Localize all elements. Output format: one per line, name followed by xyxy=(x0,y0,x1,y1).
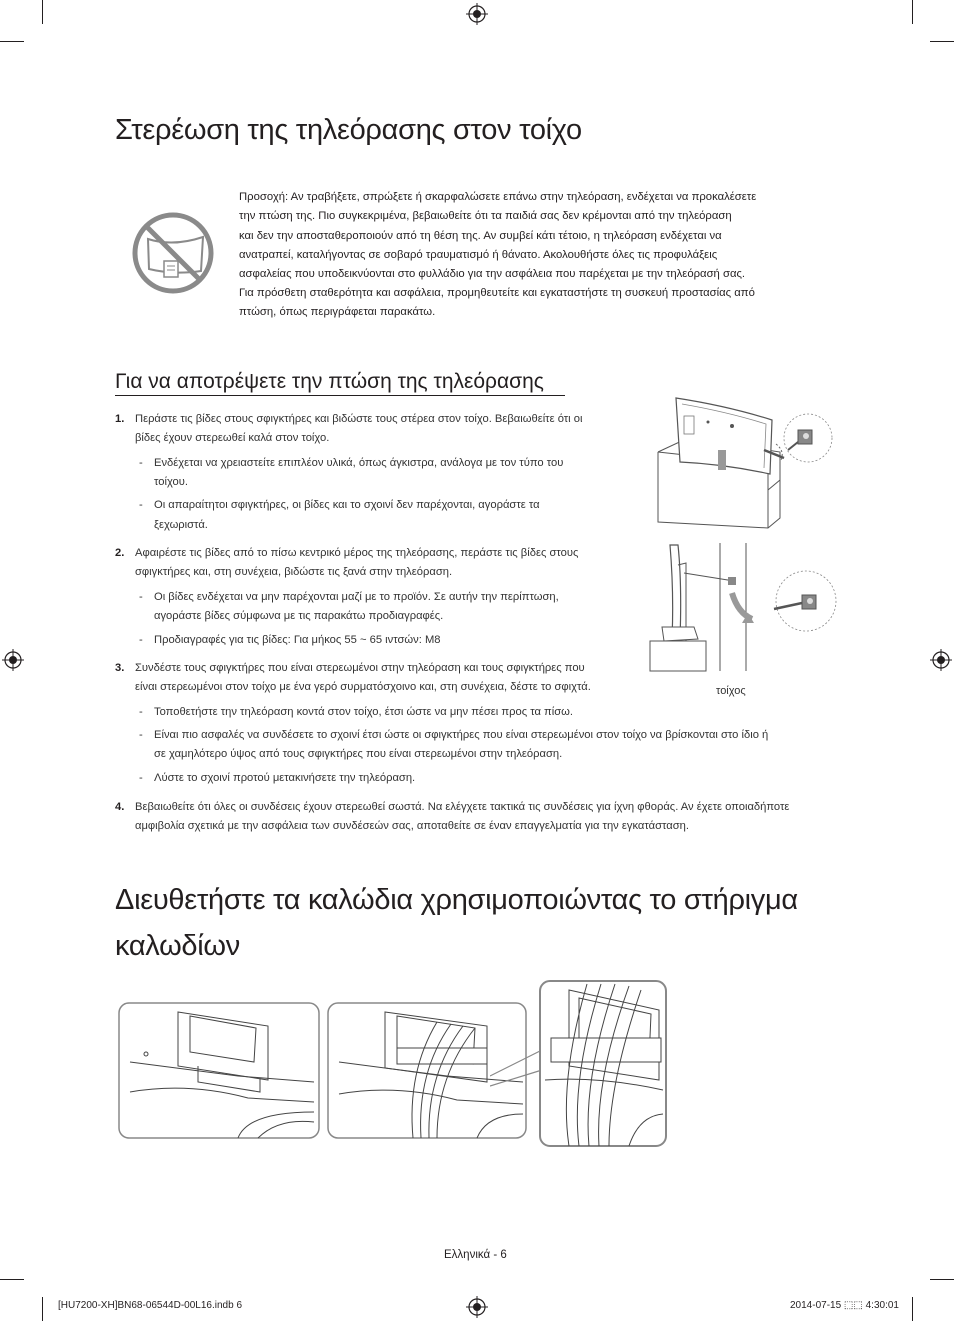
step-number: 4. xyxy=(115,801,125,813)
bullet-text: Λύστε το σχοινί προτού μετακινήσετε την τηλεόραση. xyxy=(154,772,416,784)
cable-holder-illustration-1 xyxy=(118,1002,320,1140)
cable-holder-detail-zoom xyxy=(539,980,667,1148)
step-text: Περάστε τις βίδες στους σφιγκτήρες και βιδώστε τους στέρεα στον τοίχο. Βεβαιωθείτε ότι οι xyxy=(135,413,583,425)
crop-mark xyxy=(912,1297,913,1321)
bullet-text: Οι απαραίτητοι σφιγκτήρες, οι βίδες και το σχοινί δεν παρέχονται, αγοράστε τα xyxy=(154,499,540,511)
step-text: Συνδέστε τους σφιγκτήρες που είναι στερεωμένοι στην τηλεόραση και τους σφιγκτήρες που xyxy=(135,662,585,674)
crop-mark xyxy=(0,41,24,42)
registration-mark-icon xyxy=(466,3,488,25)
page-number: Ελληνικά - 6 xyxy=(444,1249,507,1261)
bullet-dash: - xyxy=(139,772,143,784)
wall-caption: τοίχος xyxy=(716,685,746,697)
warning-line: ανατραπεί, καταλήγοντας σε σοβαρό τραυματισμό ή θάνατο. Ακολουθήστε όλες τις προφυλάξεις xyxy=(239,249,718,261)
step-number: 3. xyxy=(115,662,125,674)
bullet-dash: - xyxy=(139,591,143,603)
bullet-text: Οι βίδες ενδέχεται να μην παρέχονται μαζί με το προϊόν. Σε αυτήν την περίπτωση, xyxy=(154,591,559,603)
section-title: Διευθετήστε τα καλώδια χρησιμοποιώντας το στήριγμα xyxy=(115,884,798,916)
warning-line: Για πρόσθετη σταθερότητα και ασφάλεια, προμηθευτείτε και εγκαταστήστε τη συσκευή προστασίας από xyxy=(239,287,755,299)
registration-mark-icon xyxy=(930,649,952,671)
bullet-dash: - xyxy=(139,457,143,469)
warning-line: ασφαλείας που υποδεικνύονται στο φυλλάδιο για την ασφάλεια που παρέχεται με την τηλεόρασή σας. xyxy=(239,268,746,280)
crop-mark xyxy=(0,1279,24,1280)
crop-mark xyxy=(930,1279,954,1280)
bullet-text: ξεχωριστά. xyxy=(154,519,208,531)
step-text: Αφαιρέστε τις βίδες από το πίσω κεντρικό μέρος της τηλεόρασης, περάστε τις βίδες στους xyxy=(135,547,579,559)
no-climbing-warning-icon xyxy=(131,211,215,295)
bullet-text: τοίχου. xyxy=(154,476,188,488)
print-date: 2014-07-15 ⬚⬚ 4:30:01 xyxy=(790,1300,899,1311)
step-text: βίδες έχουν στερεωθεί καλά στον τοίχο. xyxy=(135,432,330,444)
tv-clamp-illustration xyxy=(648,392,838,530)
crop-mark xyxy=(42,0,43,24)
section-heading: Για να αποτρέψετε την πτώση της τηλεόρασης xyxy=(115,370,544,393)
bullet-text: Τοποθετήστε την τηλεόραση κοντά στον τοίχο, έτσι ώστε να μην πέσει προς τα πίσω. xyxy=(154,706,573,718)
bullet-text: σε χαμηλότερο ύψος από τους σφιγκτήρες που είναι στερεωμένοι στην τηλεόραση. xyxy=(154,748,563,760)
bullet-dash: - xyxy=(139,706,143,718)
step-text: είναι στερεωμένοι στον τοίχο με ένα γερό συρματόσχοινο και, στη συνέχεια, δέστε το σφιχτά. xyxy=(135,681,591,693)
file-info: [HU7200-XH]BN68-06544D-00L16.indb 6 xyxy=(58,1300,243,1311)
step-number: 1. xyxy=(115,413,125,425)
crop-mark xyxy=(42,1297,43,1321)
warning-line: την πτώση της. Πιο συγκεκριμένα, βεβαιωθείτε ότι τα παιδιά σας δεν κρέμονται από την τηλεόραση xyxy=(239,210,732,222)
heading-underline xyxy=(115,395,565,396)
bullet-text: Ενδέχεται να χρειαστείτε επιπλέον υλικά, όπως άγκιστρα, ανάλογα με τον τύπο του xyxy=(154,457,564,469)
step-text: σφιγκτήρες και, στη συνέχεια, βιδώστε τις ξανά στην τηλεόραση. xyxy=(135,566,453,578)
bullet-dash: - xyxy=(139,634,143,646)
step-number: 2. xyxy=(115,547,125,559)
warning-line: πτώση, όπως περιγράφεται παρακάτω. xyxy=(239,306,436,318)
bullet-text: αγοράστε βίδες σύμφωνα με τις παρακάτω προδιαγραφές. xyxy=(154,610,444,622)
registration-mark-icon xyxy=(466,1296,488,1318)
section-title: καλωδίων xyxy=(115,930,240,962)
bullet-text: Είναι πιο ασφαλές να συνδέσετε το σχοινί έτσι ώστε οι σφιγκτήρες που είναι στερεωμένοι στον τοίχο να βρίσκονται στο ίδιο ή xyxy=(154,729,769,741)
bullet-text: Προδιαγραφές για τις βίδες: Για μήκος 55 ~ 65 ιντσών: M8 xyxy=(154,634,441,646)
page-title: Στερέωση της τηλεόρασης στον τοίχο xyxy=(115,114,582,146)
warning-line: και δεν την αποσταθεροποιούν από τη θέση της. Αν συμβεί κάτι τέτοιο, η τηλεόραση ενδέχεται να xyxy=(239,230,722,242)
step-text: αμφιβολία σχετικά με την ασφάλεια των συνδέσεών σας, αποταθείτε σε έναν επαγγελματία για την εγκατάσταση. xyxy=(135,820,689,832)
step-text: Βεβαιωθείτε ότι όλες οι συνδέσεις έχουν στερεωθεί σωστά. Να ελέγχετε τακτικά τις συνδέσεις για ίχνη φθοράς. Αν έχετε οποιαδήποτε xyxy=(135,801,790,813)
tv-wall-tether-illustration xyxy=(642,543,842,673)
crop-mark xyxy=(912,0,913,24)
registration-mark-icon xyxy=(2,649,24,671)
crop-mark xyxy=(930,41,954,42)
bullet-dash: - xyxy=(139,499,143,511)
warning-line: Προσοχή: Αν τραβήξετε, σπρώξετε ή σκαρφαλώσετε επάνω στην τηλεόραση, ενδέχεται να προκαλέσετε xyxy=(239,191,757,203)
bullet-dash: - xyxy=(139,729,143,741)
